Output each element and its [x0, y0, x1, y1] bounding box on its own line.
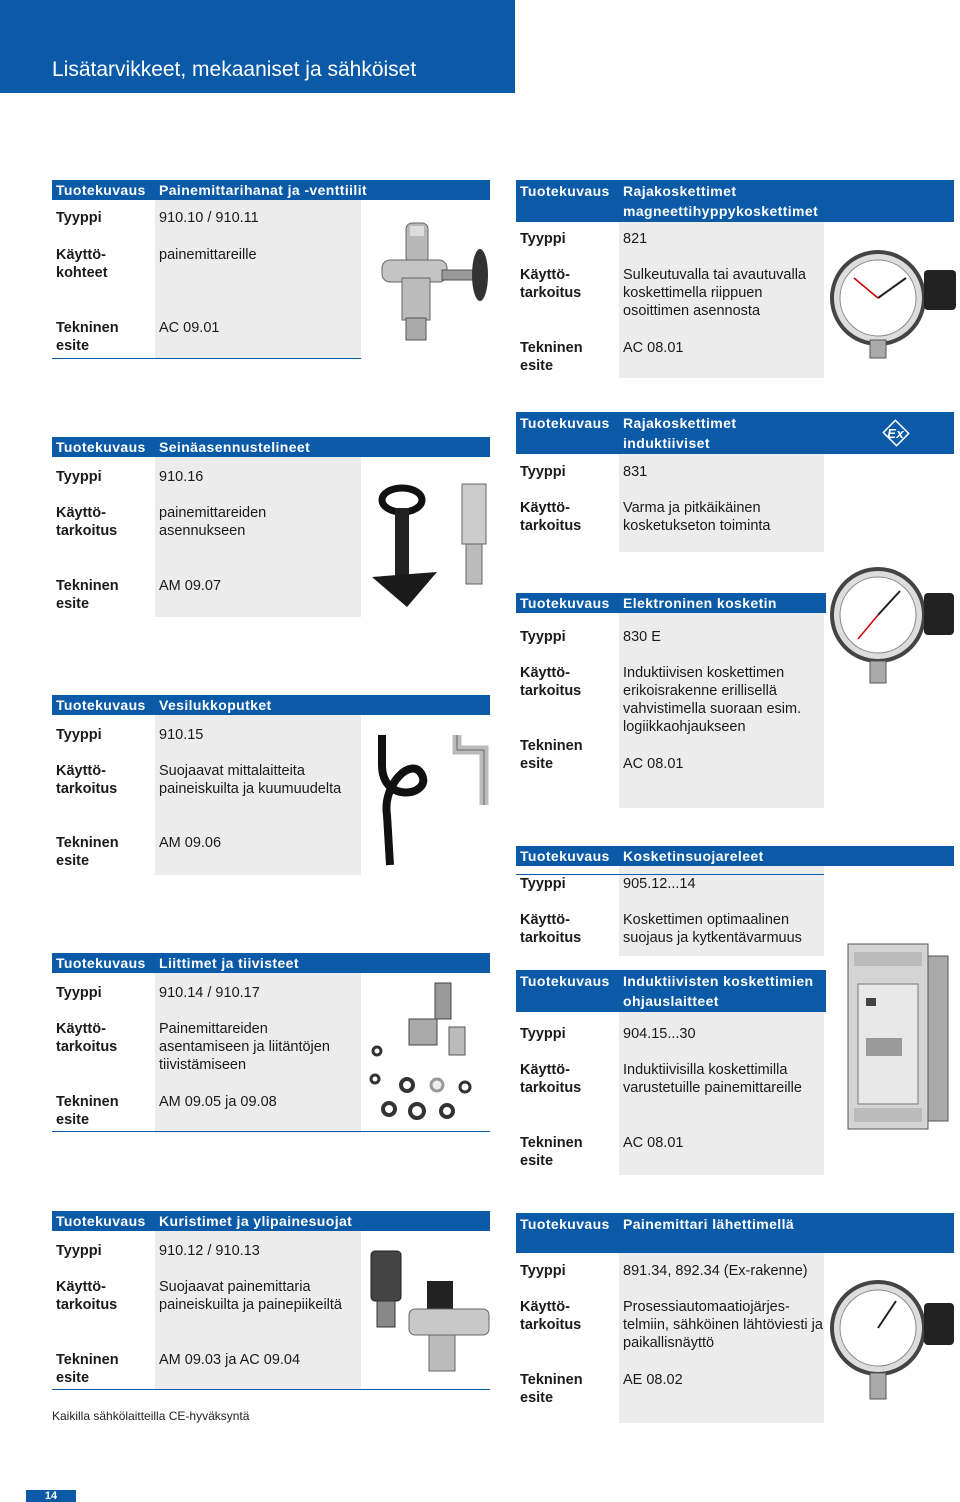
type-label: Tyyppi: [520, 629, 566, 645]
product-block-magnetic-contacts: [516, 180, 954, 378]
use-value: Koskettimen optimaalinen suojaus ja kytkentävarmuus: [623, 912, 802, 946]
product-title: Painemittarihanat ja -venttiilit: [159, 182, 368, 198]
type-value: 910.14 / 910.17: [159, 985, 260, 1001]
datasheet-value: AM 09.03 ja AC 09.04: [159, 1352, 301, 1368]
product-title: Induktiivisten koskettimien ohjauslaitteet: [623, 973, 814, 1009]
product-desc-label: Tuotekuvaus: [56, 439, 146, 455]
use-value: Induktiivisen koskettimen erikoisrakenne erillisellä vahvistimella suoraan esim. logiikkaohjaukseen: [623, 665, 802, 735]
siphon-image: [372, 735, 497, 870]
type-label: Tyyppi: [520, 231, 566, 247]
type-value: 910.10 / 910.11: [159, 210, 259, 226]
wall-mount-image: [367, 462, 497, 612]
use-value: painemittareiden asennukseen: [159, 505, 267, 539]
type-label: Tyyppi: [56, 1243, 102, 1259]
product-title: Seinäasennustelineet: [159, 439, 311, 455]
use-label: Käyttö- tarkoitus: [56, 763, 118, 797]
product-block-wall-mounts: [52, 437, 490, 617]
use-value: Suojaavat painemittaria paineiskuilta ja painepiikeiltä: [159, 1279, 342, 1313]
type-label: Tyyppi: [56, 985, 102, 1001]
datasheet-label: Tekninen esite: [56, 578, 119, 612]
use-label: Käyttö- tarkoitus: [56, 505, 118, 539]
product-title: Kosketinsuojareleet: [623, 848, 764, 864]
product-block-electronic-contact: [516, 593, 954, 808]
ce-footnote: Kaikilla sähkölaitteilla CE-hyväksyntä: [52, 1409, 250, 1423]
ex-mark: Ex: [887, 426, 904, 441]
type-value: 910.12 / 910.13: [159, 1243, 260, 1259]
product-title: Liittimet ja tiivisteet: [159, 955, 299, 971]
page-title: Lisätarvikkeet, mekaaniset ja sähköiset: [52, 58, 417, 81]
type-label: Tyyppi: [520, 876, 566, 892]
datasheet-label: Tekninen esite: [56, 1094, 119, 1128]
type-label: Tyyppi: [56, 469, 102, 485]
datasheet-label: Tekninen esite: [56, 835, 119, 869]
type-value: 910.15: [159, 727, 204, 743]
type-label: Tyyppi: [520, 1263, 566, 1279]
datasheet-label: Tekninen esite: [520, 1135, 583, 1169]
datasheet-value: AC 08.01: [623, 340, 684, 356]
use-label: Käyttö- tarkoitus: [520, 1062, 582, 1096]
datasheet-value: AE 08.02: [623, 1372, 683, 1388]
use-value: Varma ja pitkäikäinen kosketukseton toiminta: [623, 500, 771, 534]
page-number: 14: [26, 1490, 76, 1502]
product-title: Painemittari lähettimellä: [623, 1216, 795, 1232]
product-desc-label: Tuotekuvaus: [56, 955, 146, 971]
datasheet-label: Tekninen esite: [520, 1372, 583, 1406]
datasheet-value: AC 09.01: [159, 320, 220, 336]
datasheet-value: AM 09.06: [159, 835, 222, 851]
type-value: 891.34, 892.34 (Ex-rakenne): [623, 1263, 808, 1279]
type-value: 821: [623, 231, 648, 247]
datasheet-value: AC 08.01: [623, 756, 684, 772]
product-block-fittings: [52, 953, 490, 1133]
product-block-control-units: [516, 970, 954, 1175]
type-value: 905.12...14: [623, 876, 696, 892]
type-value: 904.15...30: [623, 1026, 696, 1042]
product-title: Elektroninen kosketin: [623, 595, 777, 611]
type-value: 830 E: [623, 629, 661, 645]
gauge-with-contacts-image: [828, 248, 958, 358]
datasheet-label: Tekninen esite: [520, 738, 583, 772]
product-desc-label: Tuotekuvaus: [56, 182, 146, 198]
datasheet-label: Tekninen esite: [56, 1352, 119, 1386]
type-label: Tyyppi: [56, 727, 102, 743]
product-block-siphons: [52, 695, 490, 875]
use-value: Sulkeutuvalla tai avautuvalla koskettimella riippuen osoittimen asennosta: [623, 267, 806, 319]
product-desc-label: Tuotekuvaus: [520, 1216, 610, 1232]
type-value: 910.16: [159, 469, 204, 485]
use-label: Käyttö- tarkoitus: [520, 500, 582, 534]
product-title: Kuristimet ja ylipainesuojat: [159, 1213, 353, 1229]
use-label: Käyttö- tarkoitus: [520, 912, 582, 946]
use-label: Käyttö- tarkoitus: [56, 1021, 118, 1055]
gauge-transmitter-image: [828, 1273, 958, 1403]
type-value: 831: [623, 464, 648, 480]
type-label: Tyyppi: [520, 1026, 566, 1042]
product-desc-label: Tuotekuvaus: [520, 415, 610, 431]
use-label: Käyttö- tarkoitus: [520, 1299, 582, 1333]
use-label: Käyttö- tarkoitus: [56, 1279, 118, 1313]
product-block-snubbers: [52, 1211, 490, 1389]
use-label: Käyttö- kohteet: [56, 247, 108, 281]
datasheet-value: AM 09.07: [159, 578, 222, 594]
fittings-image: [367, 981, 497, 1131]
type-label: Tyyppi: [56, 210, 102, 226]
product-desc-label: Tuotekuvaus: [56, 1213, 146, 1229]
product-desc-label: Tuotekuvaus: [56, 697, 146, 713]
product-desc-label: Tuotekuvaus: [520, 973, 610, 989]
use-value: painemittareille: [159, 247, 257, 263]
datasheet-label: Tekninen esite: [520, 340, 583, 374]
din-rail-module-image: [846, 938, 956, 1138]
product-desc-label: Tuotekuvaus: [520, 595, 610, 611]
use-value: Suojaavat mittalaitteita paineiskuilta ja kuumuudelta: [159, 763, 342, 797]
product-title: Rajakoskettimet induktiiviset: [623, 415, 737, 451]
product-title: Vesilukkoputket: [159, 697, 272, 713]
product-desc-label: Tuotekuvaus: [520, 183, 610, 199]
datasheet-value: AC 08.01: [623, 1135, 684, 1151]
valve-image: [362, 218, 492, 348]
datasheet-label: Tekninen esite: [56, 320, 119, 354]
datasheet-value: AM 09.05 ja 09.08: [159, 1094, 277, 1110]
product-block-gauge-transmitter: [516, 1213, 954, 1423]
use-value: Prosessiautomaatiojärjes- telmiin, sähköinen lähtöviesti ja paikallisnäyttö: [623, 1299, 823, 1351]
snubber-image: [367, 1251, 497, 1381]
product-block-inductive-contacts: [516, 412, 954, 552]
product-desc-label: Tuotekuvaus: [520, 848, 610, 864]
use-value: Induktiivisilla koskettimilla varustetuille painemittareille: [623, 1062, 802, 1096]
electronic-gauge-image: [828, 565, 958, 690]
use-label: Käyttö- tarkoitus: [520, 267, 582, 301]
type-label: Tyyppi: [520, 464, 566, 480]
use-label: Käyttö- tarkoitus: [520, 665, 582, 699]
use-value: Painemittareiden asentamiseen ja liitäntöjen tiivistämiseen: [159, 1021, 330, 1073]
product-block-faucets: [52, 180, 490, 358]
product-title: Rajakoskettimet magneettihyppykoskettimet: [623, 183, 819, 219]
